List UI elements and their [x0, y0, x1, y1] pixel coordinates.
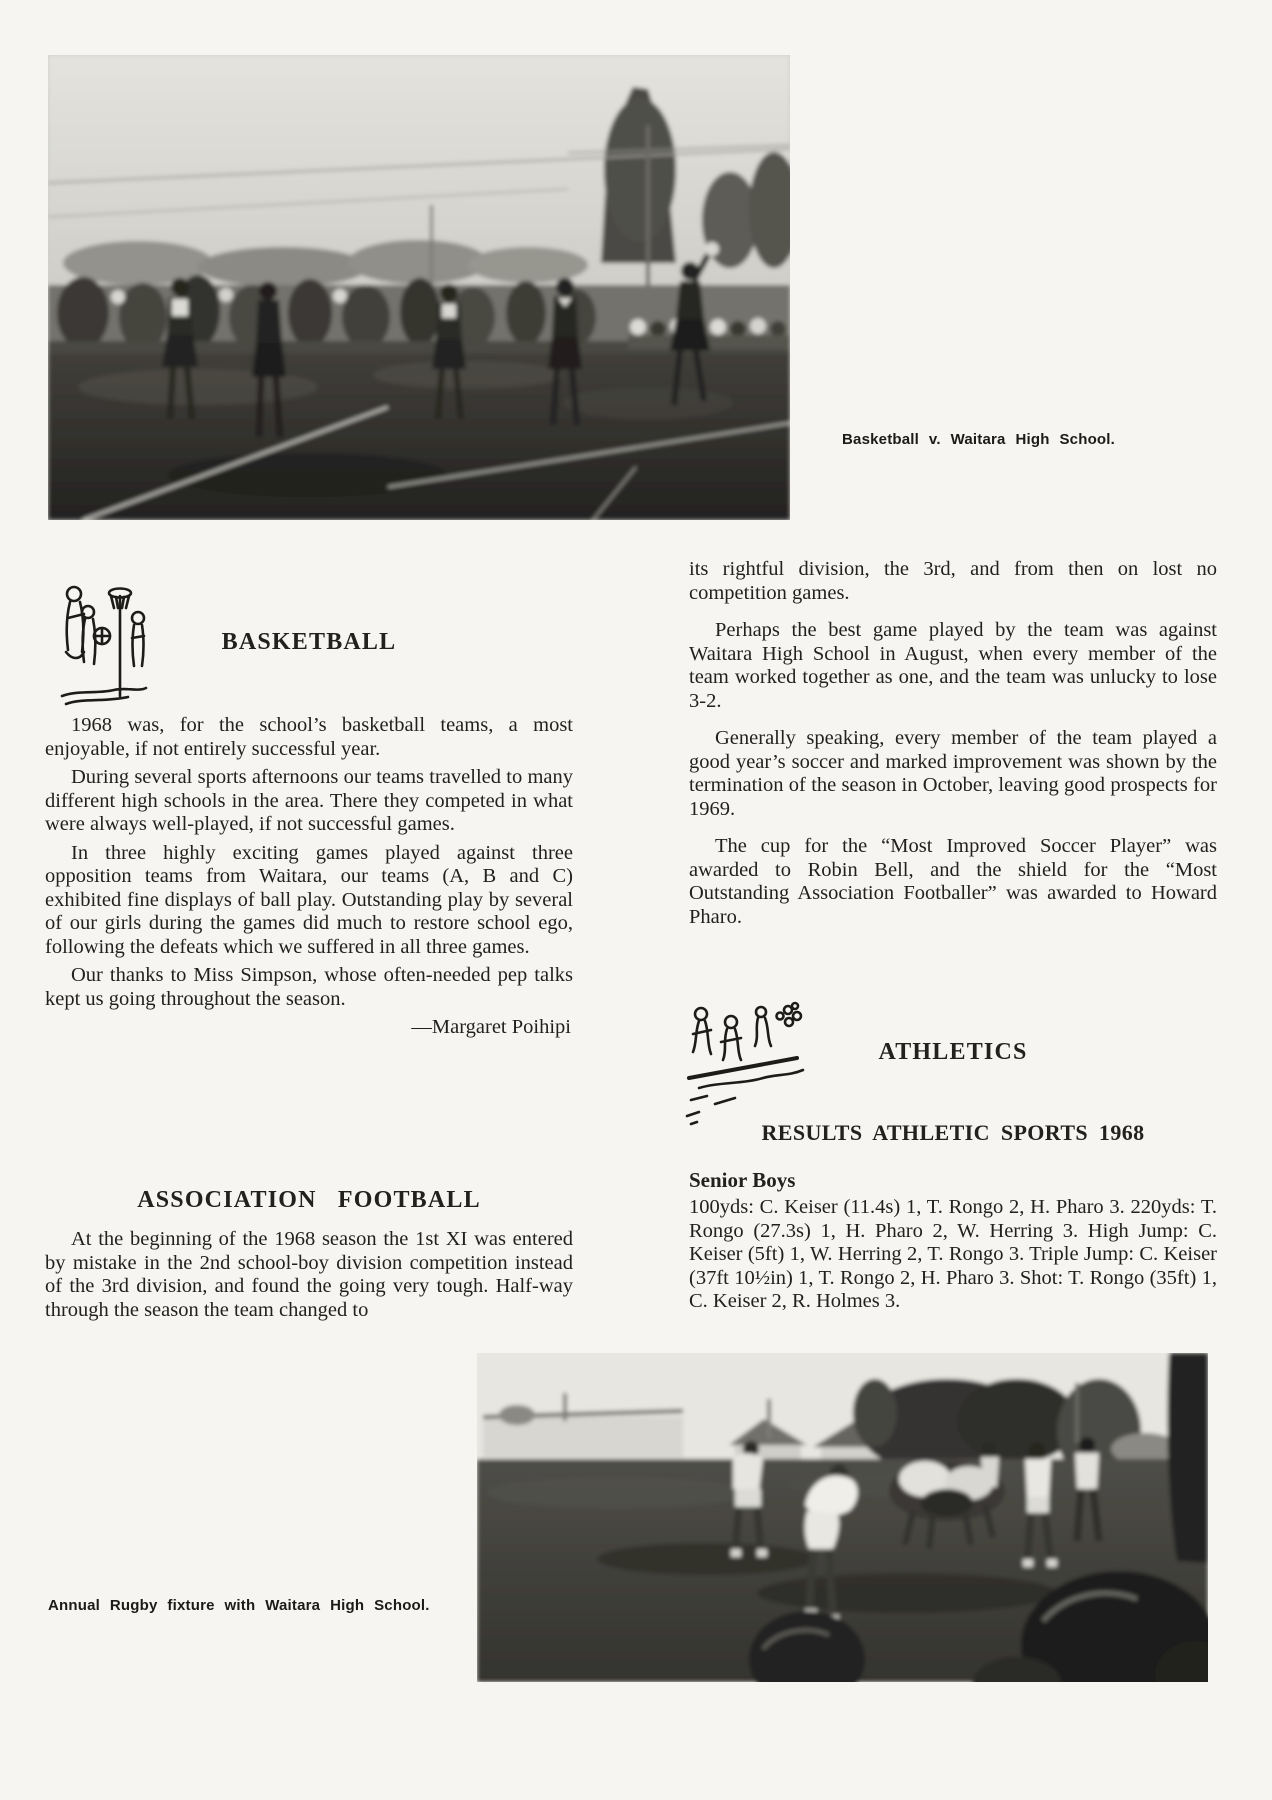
association-football-left-text	[45, 1228, 573, 1327]
paragraph: Generally speaking, every member of the team played a good year’s soccer and marked improvement was shown by the termination of the season in October, leaving good prospects for 1969.	[689, 727, 1217, 820]
senior-boys-heading: Senior Boys	[689, 1168, 796, 1192]
basketball-photo	[48, 55, 790, 520]
association-football-right-text	[689, 558, 1217, 943]
basketball-text	[45, 714, 573, 1045]
paragraph: Perhaps the best game played by the team was against Waitara High School in August, when every member of the team worked together as one, and the team was unlucky to lose 3-2.	[689, 619, 1217, 712]
byline: —Margaret Poihipi	[411, 1016, 571, 1038]
paragraph: In three highly exciting games played against three opposition teams from Waitara, our teams (A, B and C) exhibited fine displays of ball play. Outstanding play by several of our girls during the games did much to restore school ego, following the defeats which we suffered in all three games.	[45, 841, 573, 958]
paragraph: 1968 was, for the school’s basketball teams, a most enjoyable, if not entirely successful year.	[45, 714, 573, 760]
paragraph: Our thanks to Miss Simpson, whose often-needed pep talks kept us going throughout the season.	[45, 964, 573, 1010]
athletics-results-text	[689, 1196, 1217, 1319]
association-football-heading: ASSOCIATION FOOTBALL	[137, 1187, 481, 1213]
paragraph: At the beginning of the 1968 season the 1st XI was entered by mistake in the 2nd school-boy division competition instead of the 3rd division, and found the going very tough. Half-way through the season the team changed to	[45, 1228, 573, 1321]
spectator-silhouette	[1167, 1353, 1208, 1563]
basketball-heading: BASKETBALL	[221, 629, 397, 655]
paragraph: During several sports afternoons our teams travelled to many different high schools in the area. There they competed in what were always well-played, if not successful games.	[45, 766, 573, 835]
athletics-heading: ATHLETICS	[878, 1039, 1028, 1065]
results-heading: RESULTS ATHLETIC SPORTS 1968	[761, 1120, 1145, 1145]
results-paragraph: 100yds: C. Keiser (11.4s) 1, T. Rongo 2, H. Pharo 3. 220yds: T. Rongo (27.3s) 1, H. Pharo 2, W. Herring 3. High Jump: C. Keiser (5ft) 1, W. Herring 2, T. Rongo 3. Triple Jump: C. Keiser (37ft 10½in) 1, T. Rongo 2, H. Pharo 3. Shot: T. Rongo (35ft) 1, C. Keiser 2, R. Holmes 3.	[689, 1196, 1217, 1312]
rugby-photo-art	[477, 1353, 1208, 1682]
bottom-photo-caption: Annual Rugby fixture with Waitara High School.	[48, 1597, 430, 1614]
top-photo-caption: Basketball v. Waitara High School.	[842, 431, 1116, 448]
rugby-photo	[477, 1353, 1208, 1682]
basketball-photo-art	[48, 55, 790, 520]
paragraph: The cup for the “Most Improved Soccer Player” was awarded to Robin Bell, and the shield for the “Most Outstanding Association Footballer” was awarded to Howard Pharo.	[689, 835, 1217, 928]
paragraph: its rightful division, the 3rd, and from then on lost no competition games.	[689, 558, 1217, 604]
